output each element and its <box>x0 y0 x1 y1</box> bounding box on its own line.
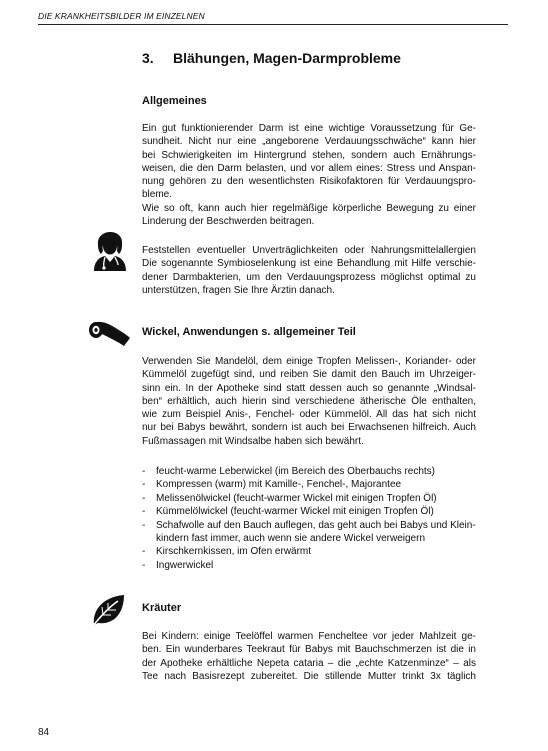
list-item-text: Schafwolle auf den Bauch auflegen, das geht auch bei Babys und Klein- <box>156 519 476 531</box>
wickel-bullet-list <box>142 465 482 572</box>
list-item-text: Kompressen (warm) mit Kamille-, Fenchel-, Majorantee <box>156 479 402 491</box>
list-item-text: Ingwerwickel <box>156 559 214 571</box>
towel-roll-icon <box>88 318 132 348</box>
text-line: unterstützen, fragen Sie Ihre Ärztin danach. <box>142 284 335 296</box>
text-line: Kümmelöl zugefügt sind, und reiben Sie damit den Bauch im Uhrzeiger- <box>142 369 476 381</box>
list-item-text: feucht-warme Leberwickel (im Bereich des Oberbauchs rechts) <box>156 466 435 477</box>
list-item: - feucht-warme Leberwickel (im Bereich des Oberbauchs rechts) <box>142 466 435 477</box>
text-line: ben. Ein wunderbares Teekraut für Babys mit Bauchschmerzen ist die in <box>142 644 476 656</box>
kraeuter-heading: Kräuter <box>142 602 182 614</box>
wickel-paragraph <box>142 355 476 448</box>
running-header: DIE KRANKHEITSBILDER IM EINZELNEN <box>38 11 205 21</box>
text-line: sinn ein. In der Apotheke sind statt dessen auch so genannte „Windsal- <box>142 382 476 394</box>
section-title: Blähungen, Magen-Darmprobleme <box>173 50 401 66</box>
text-line: weisen, die den Darm belasten, und vor allem eines: Stress und Anspan- <box>142 162 476 174</box>
leaf-icon <box>90 593 126 627</box>
list-item-text: Kümmelölwickel (feucht-warmer Wickel mit einigen Tropfen Öl) <box>156 506 434 518</box>
text-line: nur bei Babys bewährt, sondern ist auch bei Erwachsenen hilfreich. Auch <box>142 422 476 434</box>
list-item: - Kirschkernkissen, im Ofen erwärmt <box>142 546 312 558</box>
text-line: der Apotheke erhältliche Nepeta cataria – die „echte Katzenminze“ – als <box>142 657 476 669</box>
text-line: sundheit. Nicht nur eine „angeborene Verdauungsschwäche“ kann hier <box>142 136 476 148</box>
allgemeines-paragraph <box>142 122 476 228</box>
text-line: Verwenden Sie Mandelöl, dem einige Tropfen Melissen-, Koriander- oder <box>142 356 476 367</box>
doctor-icon <box>92 231 128 271</box>
list-item: - Ingwerwickel <box>142 559 214 571</box>
text-line: wie zum Beispiel Anis-, Fenchel- oder Kümmelöl. All das hat sich nicht <box>142 409 476 421</box>
list-item: - Kompressen (warm) mit Kamille-, Fenchel-, Majorantee <box>142 479 402 491</box>
page-number: 84 <box>38 727 50 738</box>
arzt-paragraph <box>142 244 476 297</box>
text-line: bei Schwierigkeiten im Hintergrund stehen, sondern auch Ernährungs- <box>142 149 476 161</box>
text-line: Fußmassagen mit Windsalbe haben sich bewährt. <box>142 435 364 447</box>
list-item: - Kümmelölwickel (feucht-warmer Wickel mit einigen Tropfen Öl) <box>142 506 434 518</box>
text-line: bleme. <box>142 189 173 201</box>
kraeuter-paragraph <box>142 630 476 683</box>
text-line: ben“ erhältlich, auch hierin sind verschiedene ätherische Öle enthalten, <box>142 395 476 407</box>
allgemeines-heading: Allgemeines <box>142 95 207 107</box>
text-line: nung gehören zu den wesentlichsten Risikofaktoren für Verdauungspro- <box>142 176 476 188</box>
wickel-heading: Wickel, Anwendungen s. allgemeiner Teil <box>142 326 356 338</box>
text-line: Ein gut funktionierender Darm ist eine wichtige Voraussetzung für Ge- <box>142 123 476 134</box>
text-line: Tee nach Basisrezept zubereitet. Die stillende Mutter trinkt 3x täglich <box>142 670 476 682</box>
text-line: Die sogenannte Symbioselenkung ist eine Behandlung mit Hilfe verschie- <box>142 258 476 270</box>
header-rule <box>38 24 508 25</box>
list-item: - Melissenölwickel (feucht-warmer Wickel mit einigen Tropfen Öl) <box>142 492 437 504</box>
list-item-text: kindern fast immer, auch wenn sie andere Wickel verweigern <box>156 533 426 545</box>
list-item-text: Melissenölwickel (feucht-warmer Wickel mit einigen Tropfen Öl) <box>156 492 437 504</box>
list-item: - Schafwolle auf den Bauch auflegen, das geht auch bei Babys und Klein- kindern fast immer, auch wenn sie andere Wickel verweigern <box>142 519 476 545</box>
text-line: dener Darmbakterien, um den Verdauungsprozess möglichst optimal zu <box>142 271 476 283</box>
section-number: 3. <box>142 50 154 66</box>
text-line: Bei Kindern: einige Teelöffel warmen Fencheltee vor jeder Mahlzeit ge- <box>142 631 476 642</box>
text-line: Linderung der Beschwerden beitragen. <box>142 216 315 228</box>
text-line: Feststellen eventueller Unverträglichkeiten oder Nahrungsmittelallergien <box>142 245 476 256</box>
list-item-text: Kirschkernkissen, im Ofen erwärmt <box>156 546 312 558</box>
text-line: Wie so oft, kann auch hier regelmäßige körperliche Bewegung zu einer <box>142 202 476 214</box>
